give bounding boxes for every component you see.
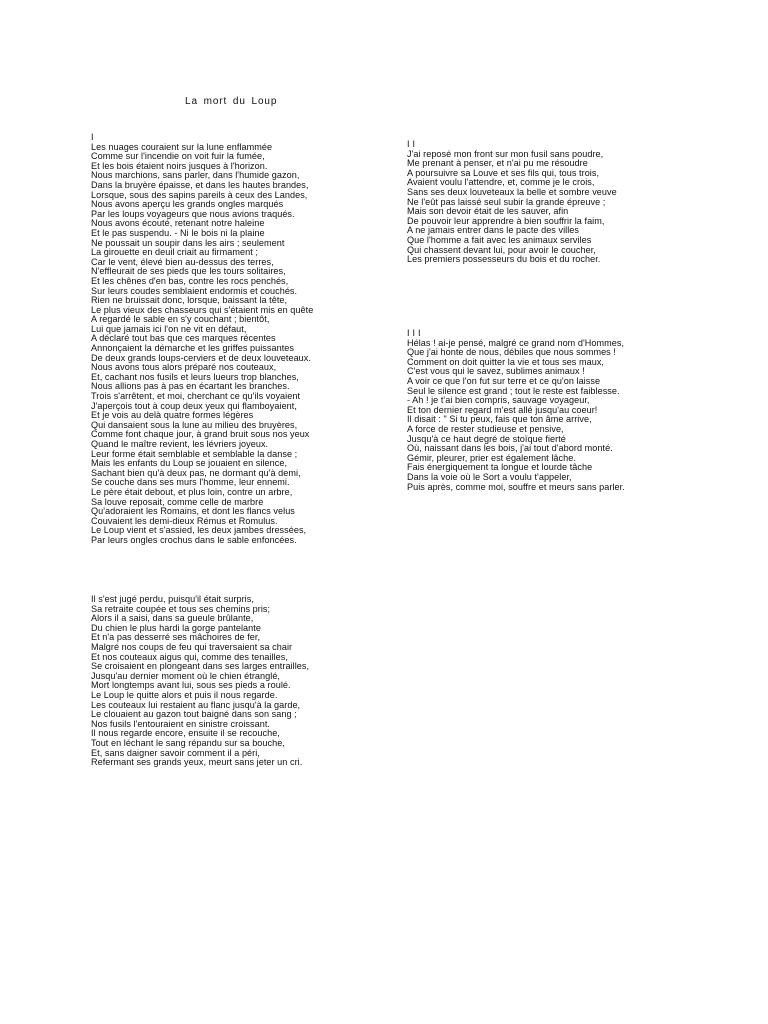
poem-line: Et je vois au delà quatre formes légères	[91, 410, 254, 421]
poem-line: Par les loups voyageurs que nous avions traqués.	[91, 208, 295, 219]
poem-line: Qui dansaient sous la lune au milieu des bruyères,	[91, 419, 298, 430]
poem-line: Lorsque, sous des sapins pareils à ceux des Landes,	[91, 189, 308, 200]
poem-line: Puis après, comme moi, souffre et meurs sans parler.	[407, 481, 625, 492]
page-title: La mort du Loup	[185, 96, 278, 107]
poem-line: Qui chassent devant lui, pour avoir le coucher,	[407, 244, 596, 255]
poem-line: Le clouaient au gazon tout baigné dans son sang ;	[91, 709, 297, 720]
poem-line: J'ai reposé mon front sur mon fusil sans poudre,	[407, 148, 604, 159]
poem-line: A déclaré tout bas que ces marques récentes	[91, 333, 276, 344]
poem-line: Le père était debout, et plus loin, contre un arbre,	[91, 486, 293, 497]
poem-line: Hélas ! ai-je pensé, malgré ce grand nom d'Hommes,	[407, 337, 625, 348]
poem-line: Dans la voie où le Sort a voulu t'appeler,	[407, 471, 572, 482]
poem-line: Et, cachant nos fusils et leurs lueurs trop blanches,	[91, 371, 299, 382]
poem-line: Les nuages couraient sur la lune enflammée	[91, 141, 273, 152]
poem-line: Mais son devoir était de les sauver, afin	[407, 206, 569, 217]
poem-line: Et le pas suspendu. - Ni le bois ni la plaine	[91, 227, 265, 238]
poem-section-3	[407, 329, 625, 492]
poem-line: Comme sur l'incendie on voit fuir la fumée,	[91, 151, 265, 162]
poem-line: Le Loup vient et s'assied, les deux jambes dressées,	[91, 525, 307, 536]
poem-line: Refermant ses grands yeux, meurt sans jeter un cri.	[91, 757, 303, 768]
poem-line: Nous avons tous alors préparé nos couteaux,	[91, 362, 277, 373]
poem-line: Ne poussait un soupir dans les airs ; seulement	[91, 237, 285, 248]
poem-line: Sachant bien qu'à deux pas, ne dormant qu'à demi,	[91, 467, 301, 478]
poem-line: Ne l'eût pas laissé seul subir la grande épreuve ;	[407, 196, 606, 207]
poem-line: Sans ses deux louveteaux la belle et sombre veuve	[407, 186, 617, 197]
poem-line: Et les bois étaient noirs jusques à l'horizon.	[91, 160, 268, 171]
poem-section-1	[91, 133, 313, 546]
poem-line: A regardé le sable en s'y couchant ; bientôt,	[91, 314, 270, 325]
poem-line: Du chien le plus hardi la gorge pantelante	[91, 622, 261, 633]
poem-line: Jusqu'au dernier moment où le chien étranglé,	[91, 670, 281, 681]
poem-line: A ne jamais entrer dans le pacte des villes	[407, 225, 579, 236]
stanza	[407, 150, 617, 265]
poem-line: Le plus vieux des chasseurs qui s'étaient mis en quête	[91, 304, 314, 315]
poem-line: N'effleurait de ses pieds que les tours solitaires,	[91, 266, 286, 277]
poem-line: Et ton dernier regard m'est allé jusqu'au coeur!	[407, 404, 598, 415]
poem-line: A poursuivre sa Louve et ses fils qui, tous trois,	[407, 167, 600, 178]
poem-line: Le Loup le quitte alors et puis il nous regarde.	[91, 689, 278, 700]
poem-line: Quand le maître revient, les lévriers joyeux.	[91, 439, 269, 449]
poem-line: Tout en léchant le sang répandu sur sa bouche,	[91, 737, 285, 748]
section-number: I	[91, 132, 97, 142]
section-number: III	[407, 328, 424, 338]
poem-line: Mort longtemps avant lui, sous ses pieds a roulé.	[91, 680, 291, 691]
poem-line: Gémir, pleurer, prier est également lâche.	[407, 452, 576, 463]
poem-line: Et les chênes d'en bas, contre les rocs penchés,	[91, 275, 289, 286]
poem-line: Avaient voulu l'attendre, et, comme je le crois,	[407, 177, 595, 188]
poem-line: Et n'a pas desserré ses mâchoires de fer,	[91, 632, 261, 643]
poem-line: Que j'ai honte de nous, débiles que nous sommes !	[407, 347, 616, 358]
poem-line: Lui que jamais ici l'on ne vit en défaut,	[91, 323, 247, 334]
poem-line: Par leurs ongles crochus dans le sable enfoncées.	[91, 534, 297, 545]
poem-line: De pouvoir leur apprendre à bien souffrir la faim,	[407, 215, 605, 226]
poem-line: Comme font chaque jour, à grand bruit sous nos yeux	[91, 429, 310, 440]
poem-line: Mais les enfants du Loup se jouaient en silence,	[91, 458, 288, 469]
poem-line: Sa retraite coupée et tous ses chemins pris;	[91, 603, 271, 614]
poem-line: A force de rester studieuse et pensive,	[407, 423, 564, 434]
poem-line: Où, naissant dans les bois, j'ai tout d'abord monté.	[407, 443, 613, 454]
poem-line: Et, sans daigner savoir comment il a péri,	[91, 747, 260, 758]
poem-line: Seul le silence est grand ; tout le reste est faiblesse.	[407, 385, 620, 396]
poem-line: Malgré nos coups de feu qui traversaient sa chair	[91, 641, 293, 652]
poem-line: Que l'homme a fait avec les animaux serviles	[407, 234, 592, 245]
stanza	[407, 339, 625, 493]
poem-line: Il disait : " Si tu peux, fais que ton âme arrive,	[407, 414, 592, 425]
poem-line: La girouette en deuil criait au firmament ;	[91, 247, 258, 258]
poem-line: Fais énergiquement ta longue et lourde tâche	[407, 462, 593, 473]
poem-line: Nos fusils l'entouraient en sinistre croissant.	[91, 718, 270, 729]
poem-line: Couvaient les demi-dieux Rémus et Romulus.	[91, 515, 278, 526]
poem-line: Comment on doit quitter la vie et tous ses maux,	[407, 356, 604, 367]
poem-line: Rien ne bruissait donc, lorsque, baissant la tête,	[91, 295, 288, 306]
poem-line: Nous avons aperçu les grands ongles marqués	[91, 199, 284, 210]
poem-line: Qu'adoraient les Romains, et dont les flancs velus	[91, 506, 295, 517]
poem-line: Annonçaient la démarche et les griffes puissantes	[91, 343, 294, 354]
poem-line: J'aperçois tout à coup deux yeux qui flamboyaient,	[91, 400, 297, 411]
section-number: II	[407, 139, 419, 149]
poem-line: Se croisaient en plongeant dans ses larges entrailles,	[91, 661, 310, 672]
poem-line: Il nous regarde encore, ensuite il se recouche,	[91, 728, 280, 739]
poem-line: Trois s'arrêtent, et moi, cherchant ce qu'ils voyaient	[91, 391, 301, 402]
poem-line: Leur forme était semblable et semblable la danse ;	[91, 448, 298, 459]
poem-line: C'est vous qui le savez, sublimes animaux !	[407, 366, 585, 377]
poem-line: Dans la bruyère épaisse, et dans les hautes brandes,	[91, 179, 309, 190]
poem-line: Car le vent, élevé bien au-dessus des terres,	[91, 256, 274, 267]
poem-line: Se couche dans ses murs l'homme, leur ennemi.	[91, 477, 290, 488]
poem-line: Nous marchions, sans parler, dans l'humide gazon,	[91, 170, 300, 181]
poem-line: Les couteaux lui restaient au flanc jusqu'à la garde,	[91, 699, 301, 710]
poem-line: - Ah ! je t'ai bien compris, sauvage voyageur,	[407, 395, 590, 406]
poem-line: A voir ce que l'on fut sur terre et ce qu'on laisse	[407, 375, 601, 386]
stanza	[91, 595, 309, 768]
poem-section-2	[407, 140, 617, 265]
poem-line: Nous allions pas à pas en écartant les branches.	[91, 381, 290, 392]
stanza	[91, 143, 313, 546]
poem-line: Me prenant à penser, et n'ai pu me résoudre	[407, 158, 588, 169]
poem-line: Sa louve reposait, comme celle de marbre	[91, 496, 264, 507]
poem-line: Les premiers possesseurs du bois et du rocher.	[407, 254, 601, 265]
poem-line: Alors il a saisi, dans sa gueule brûlante,	[91, 613, 254, 624]
poem-line: Nous avons écouté, retenant notre haleine	[91, 218, 265, 229]
poem-line: Et nos couteaux aigus qui, comme des tenailles,	[91, 651, 288, 662]
poem-line: Il s'est jugé perdu, puisqu'il était surpris,	[91, 594, 254, 604]
poem-section-1-continuation	[91, 595, 309, 768]
poem-line: Jusqu'à ce haut degré de stoïque fierté	[407, 433, 566, 444]
poem-line: Sur leurs coudes semblaient endormis et couchés.	[91, 285, 298, 296]
poem-line: De deux grands loups-cerviers et de deux louveteaux.	[91, 352, 311, 363]
